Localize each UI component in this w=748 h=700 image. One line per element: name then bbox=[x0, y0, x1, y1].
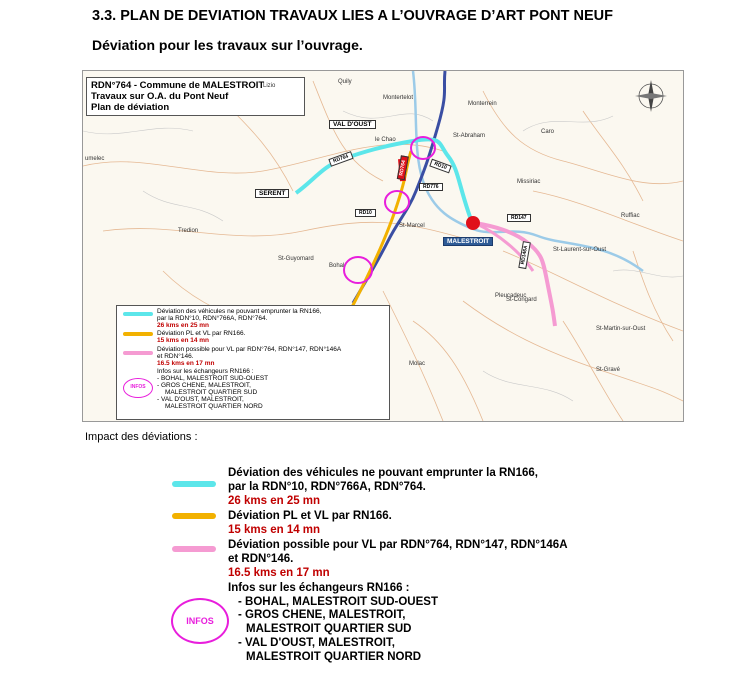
legend-text: - VAL D'OUST, MALESTROIT, bbox=[157, 396, 244, 403]
place-label: St-Guyomard bbox=[278, 256, 314, 262]
road-label: RD764 bbox=[328, 151, 353, 167]
pink-swatch bbox=[123, 351, 153, 355]
legend-text: MALESTROIT QUARTIER SUD bbox=[165, 389, 258, 396]
legend-text: et RDN°146. bbox=[157, 353, 194, 360]
cyan-route bbox=[296, 139, 474, 226]
road-label: RD764 bbox=[397, 156, 409, 181]
impact-label: Impact des déviations : bbox=[85, 431, 198, 443]
road-label: RD10 bbox=[429, 159, 451, 174]
infos-circle-map bbox=[344, 257, 372, 283]
infos-badge-icon: INFOS bbox=[123, 378, 153, 398]
infos-line: - GROS CHENE, MALESTROIT, bbox=[238, 609, 406, 621]
place-label: Monterrein bbox=[468, 101, 497, 107]
place-label: St-Congard bbox=[506, 297, 537, 303]
legend-item-2-distance: 15 kms en 14 mn bbox=[228, 524, 321, 536]
legend-text: par la RDN°10, RDN°766A, RDN°764. bbox=[157, 315, 268, 322]
road-label: RD776 bbox=[419, 183, 443, 191]
road-label: RD146A bbox=[518, 241, 531, 269]
place-label: Quily bbox=[338, 79, 352, 85]
place-label: Bohal bbox=[329, 263, 345, 269]
cyan-legend-swatch bbox=[172, 481, 216, 487]
infos-line: MALESTROIT QUARTIER SUD bbox=[246, 623, 412, 635]
infos-line: - BOHAL, MALESTROIT SUD-OUEST bbox=[238, 596, 438, 608]
legend-item-3-line1: Déviation possible pour VL par RDN°764, RDN°147, RDN°146A bbox=[228, 539, 568, 551]
serent-label: SERENT bbox=[255, 189, 289, 198]
place-label: Tredion bbox=[178, 228, 199, 234]
place-label: Lizio bbox=[263, 83, 276, 89]
place-label: Caro bbox=[541, 129, 555, 135]
infos-line: - VAL D'OUST, MALESTROIT, bbox=[238, 637, 395, 649]
place-label: St-Laurent-sur-Oust bbox=[553, 247, 607, 253]
legend-item-1-line1: Déviation des véhicules ne pouvant emprunter la RN166, bbox=[228, 467, 538, 479]
legend-text: Déviation des véhicules ne pouvant emprunter la RN166, bbox=[157, 308, 322, 315]
legend-distance: 15 kms en 14 mn bbox=[157, 337, 210, 344]
place-label: Pleucadeuc bbox=[495, 293, 527, 299]
legend-text: - BOHAL, MALESTROIT SUD-OUEST bbox=[157, 375, 269, 382]
legend-text: MALESTROIT QUARTIER NORD bbox=[165, 403, 263, 410]
infos-line: MALESTROIT QUARTIER NORD bbox=[246, 651, 422, 663]
legend-text: Déviation possible pour VL par RDN°764, RDN°147, RDN°146A bbox=[157, 346, 342, 353]
section-heading: 3.3. PLAN DE DEVIATION TRAVAUX LIES A L’OUVRAGE D’ART PONT NEUF bbox=[92, 8, 613, 24]
place-label: Montertelot bbox=[383, 95, 414, 101]
infos-badge-icon: INFOS bbox=[171, 598, 229, 644]
place-label: St-Gravé bbox=[596, 367, 621, 373]
legend-text: Infos sur les échangeurs RN166 : bbox=[157, 368, 254, 375]
legend-item-1-distance: 26 kms en 25 mn bbox=[228, 495, 321, 507]
map-legend bbox=[116, 305, 390, 420]
legend-text: Déviation PL et VL par RN166. bbox=[157, 330, 246, 337]
road-label: RD147 bbox=[507, 214, 531, 222]
section-subheading: Déviation pour les travaux sur l’ouvrage. bbox=[92, 37, 363, 53]
legend-distance: 16.5 kms en 17 mn bbox=[157, 360, 215, 367]
legend-distance: 26 kms en 25 mn bbox=[157, 322, 210, 329]
orange-swatch bbox=[123, 332, 153, 336]
place-label: umelec bbox=[85, 156, 105, 162]
val-doust-label: VAL D'OUST bbox=[329, 120, 376, 129]
deviation-map bbox=[82, 70, 684, 422]
place-label: le Chao bbox=[375, 137, 396, 143]
legend-item-3-line2: et RDN°146. bbox=[228, 553, 294, 565]
legend-item-2-line1: Déviation PL et VL par RN166. bbox=[228, 510, 392, 522]
malestroit-label: MALESTROIT bbox=[443, 237, 493, 246]
place-label: St-Abraham bbox=[453, 133, 486, 139]
map-title-line: Travaux sur O.A. du Pont Neuf bbox=[91, 91, 229, 102]
place-label: Ruffiac bbox=[621, 213, 640, 219]
orange-legend-swatch bbox=[172, 513, 216, 519]
infos-title: Infos sur les échangeurs RN166 : bbox=[228, 582, 410, 594]
map-title-line: Plan de déviation bbox=[91, 102, 170, 113]
malestroit-point bbox=[466, 216, 480, 230]
legend-text: - GROS CHENE, MALESTROIT, bbox=[157, 382, 251, 389]
place-label: Missiriac bbox=[517, 179, 541, 185]
compass-rose-icon bbox=[635, 80, 667, 112]
place-label: St-Marcel bbox=[399, 223, 425, 229]
place-label: St-Martin-sur-Oust bbox=[596, 326, 646, 332]
road-label: RD10 bbox=[355, 209, 376, 217]
cyan-swatch bbox=[123, 312, 153, 316]
legend-item-3-distance: 16.5 kms en 17 mn bbox=[228, 567, 330, 579]
pink-legend-swatch bbox=[172, 546, 216, 552]
legend-item-1-line2: par la RDN°10, RDN°766A, RDN°764. bbox=[228, 481, 426, 493]
place-label: Molac bbox=[409, 361, 426, 367]
map-title-line: RDN°764 - Commune de MALESTROIT bbox=[91, 80, 265, 91]
